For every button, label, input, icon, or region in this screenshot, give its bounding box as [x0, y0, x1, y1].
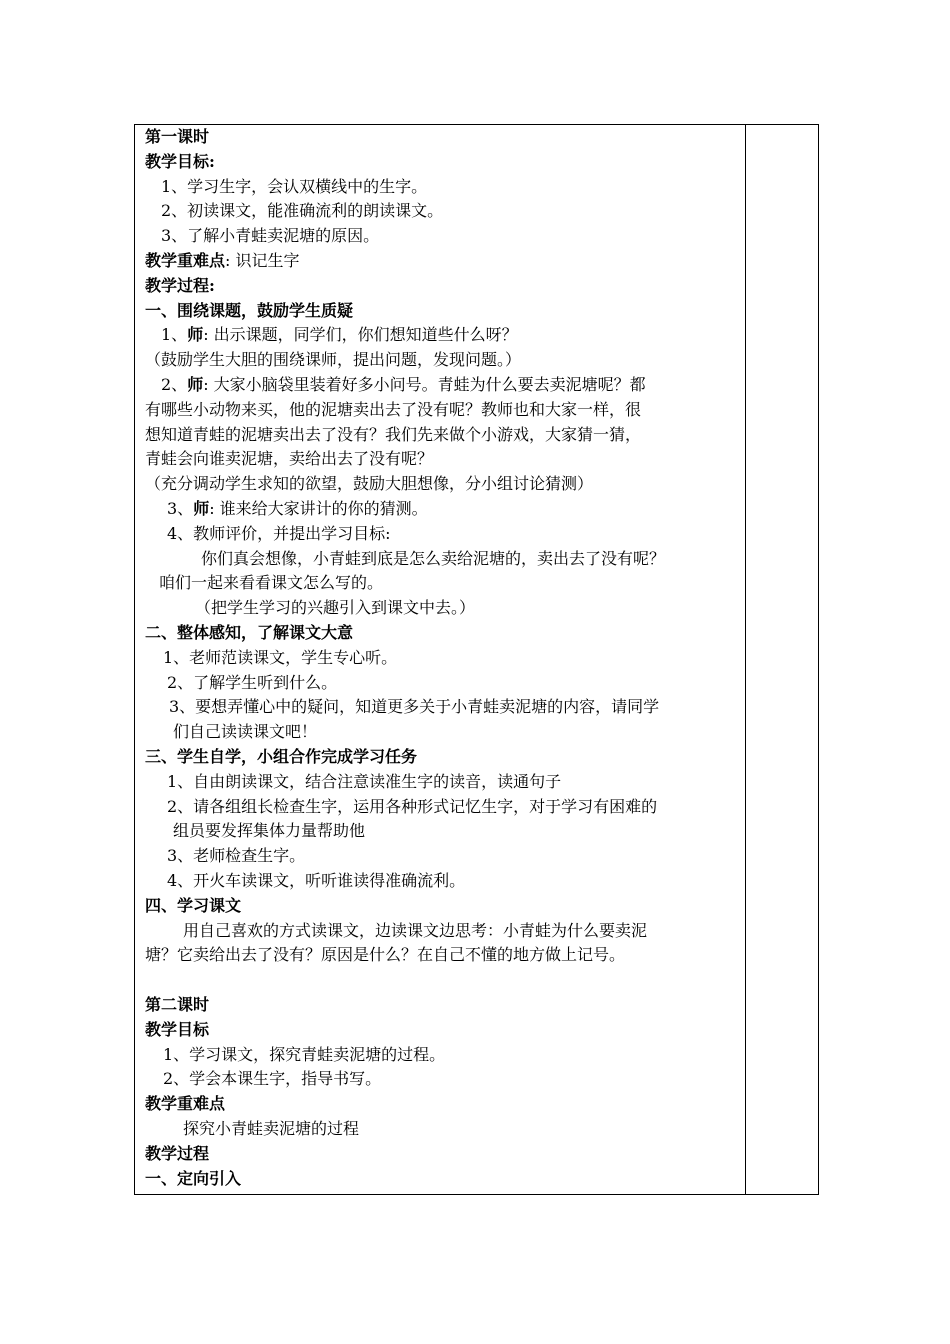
text-line: （把学生学习的兴趣引入到课文中去。）: [195, 598, 476, 618]
text-segment: 2、: [161, 375, 188, 394]
text-line: 1、自由朗读课文，结合注意读准生字的读音，读通句子: [167, 771, 562, 791]
text-line: 咱们一起来看看课文怎么写的。: [159, 573, 384, 593]
text-line: 教学目标: [145, 1019, 210, 1039]
text-segment: : 识记生字: [225, 251, 300, 270]
text-line: 用自己喜欢的方式读课文，边读课文边思考：小青蛙为什么要卖泥: [183, 920, 648, 940]
text-line: [145, 249, 300, 274]
text-line: 2、请各组组长检查生字，运用各种形式记忆生字，对于学习有困难的: [167, 796, 658, 816]
text-line: 3、要想弄懂心中的疑问，知道更多关于小青蛙卖泥塘的内容，请同学: [169, 697, 660, 717]
notes-column: [746, 125, 818, 1194]
text-segment: 师: [187, 325, 204, 345]
text-segment: : 出示课题，同学们，你们想知道些什么呀？: [203, 325, 518, 345]
text-line: 想知道青蛙的泥塘卖出去了没有？我们先来做个小游戏，大家猜一猜，: [145, 424, 642, 444]
text-line: 四、学习课文: [145, 895, 242, 915]
text-line: 青蛙会向谁卖泥塘，卖给出去了没有呢？: [145, 449, 434, 469]
text-line: 2、了解学生听到什么。: [167, 672, 338, 692]
text-segment: : 大家小脑袋里装着好多小问号。青蛙为什么要去卖泥塘呢？都: [203, 375, 646, 394]
text-line: 第二课时: [145, 995, 210, 1014]
text-line: 探究小青蛙卖泥塘的过程: [183, 1119, 360, 1138]
text-line: 们自己读读课文吧！: [173, 722, 318, 742]
text-line: 2、学会本课生字，指导书写。: [163, 1069, 382, 1089]
text-segment: 1、: [161, 325, 188, 345]
text-line: 你们真会想像，小青蛙到底是怎么卖给泥塘的，卖出去了没有呢？: [201, 548, 666, 568]
text-line: 塘？它卖给出去了没有？原因是什么？在自己不懂的地方做上记号。: [145, 945, 626, 965]
text-line: [167, 497, 428, 522]
text-line: 1、老师范读课文，学生专心听。: [163, 647, 398, 667]
text-line: 组员要发挥集体力量帮助他: [173, 821, 366, 841]
text-line: [161, 323, 518, 348]
text-line: 3、老师检查生字。: [167, 846, 306, 866]
text-line: （充分调动学生求知的欲望，鼓励大胆想像，分小组讨论猜测）: [145, 474, 594, 494]
text-line: 1、学习课文，探究青蛙卖泥塘的过程。: [163, 1044, 446, 1064]
text-line: 三、学生自学，小组合作完成学习任务: [145, 747, 418, 766]
text-line: 一、围绕课题，鼓励学生质疑: [145, 300, 354, 320]
text-line: 教学重难点: [145, 1094, 226, 1114]
text-segment: 师: [193, 499, 210, 518]
text-line: 教学过程:: [145, 275, 215, 295]
text-line: 4、教师评价，并提出学习目标:: [167, 523, 391, 543]
text-line: 2、初读课文，能准确流利的朗读课文。: [161, 201, 444, 221]
text-line: 一、定向引入: [145, 1168, 242, 1188]
text-segment: : 谁来给大家讲计的你的猜测。: [209, 499, 428, 518]
text-line: 教学目标:: [145, 151, 215, 171]
text-line: [161, 373, 646, 398]
text-segment: 师: [187, 375, 204, 394]
text-line: 4、开火车读课文，听听谁读得准确流利。: [167, 871, 466, 890]
text-segment: 3、: [167, 499, 194, 518]
text-segment: 教学重难点: [145, 251, 226, 270]
text-line: 第一课时: [145, 127, 210, 146]
text-line: （鼓励学生大胆的围绕课师，提出问题，发现问题。）: [145, 350, 522, 370]
text-line: 3、了解小青蛙卖泥塘的原因。: [161, 226, 380, 246]
text-line: 教学过程: [145, 1143, 210, 1163]
text-line: 1、学习生字，会认双横线中的生字。: [161, 176, 428, 196]
text-line: 二、整体感知，了解课文大意: [145, 623, 354, 642]
text-line: 有哪些小动物来买，他的泥塘卖出去了没有呢？教师也和大家一样，很: [145, 399, 642, 419]
